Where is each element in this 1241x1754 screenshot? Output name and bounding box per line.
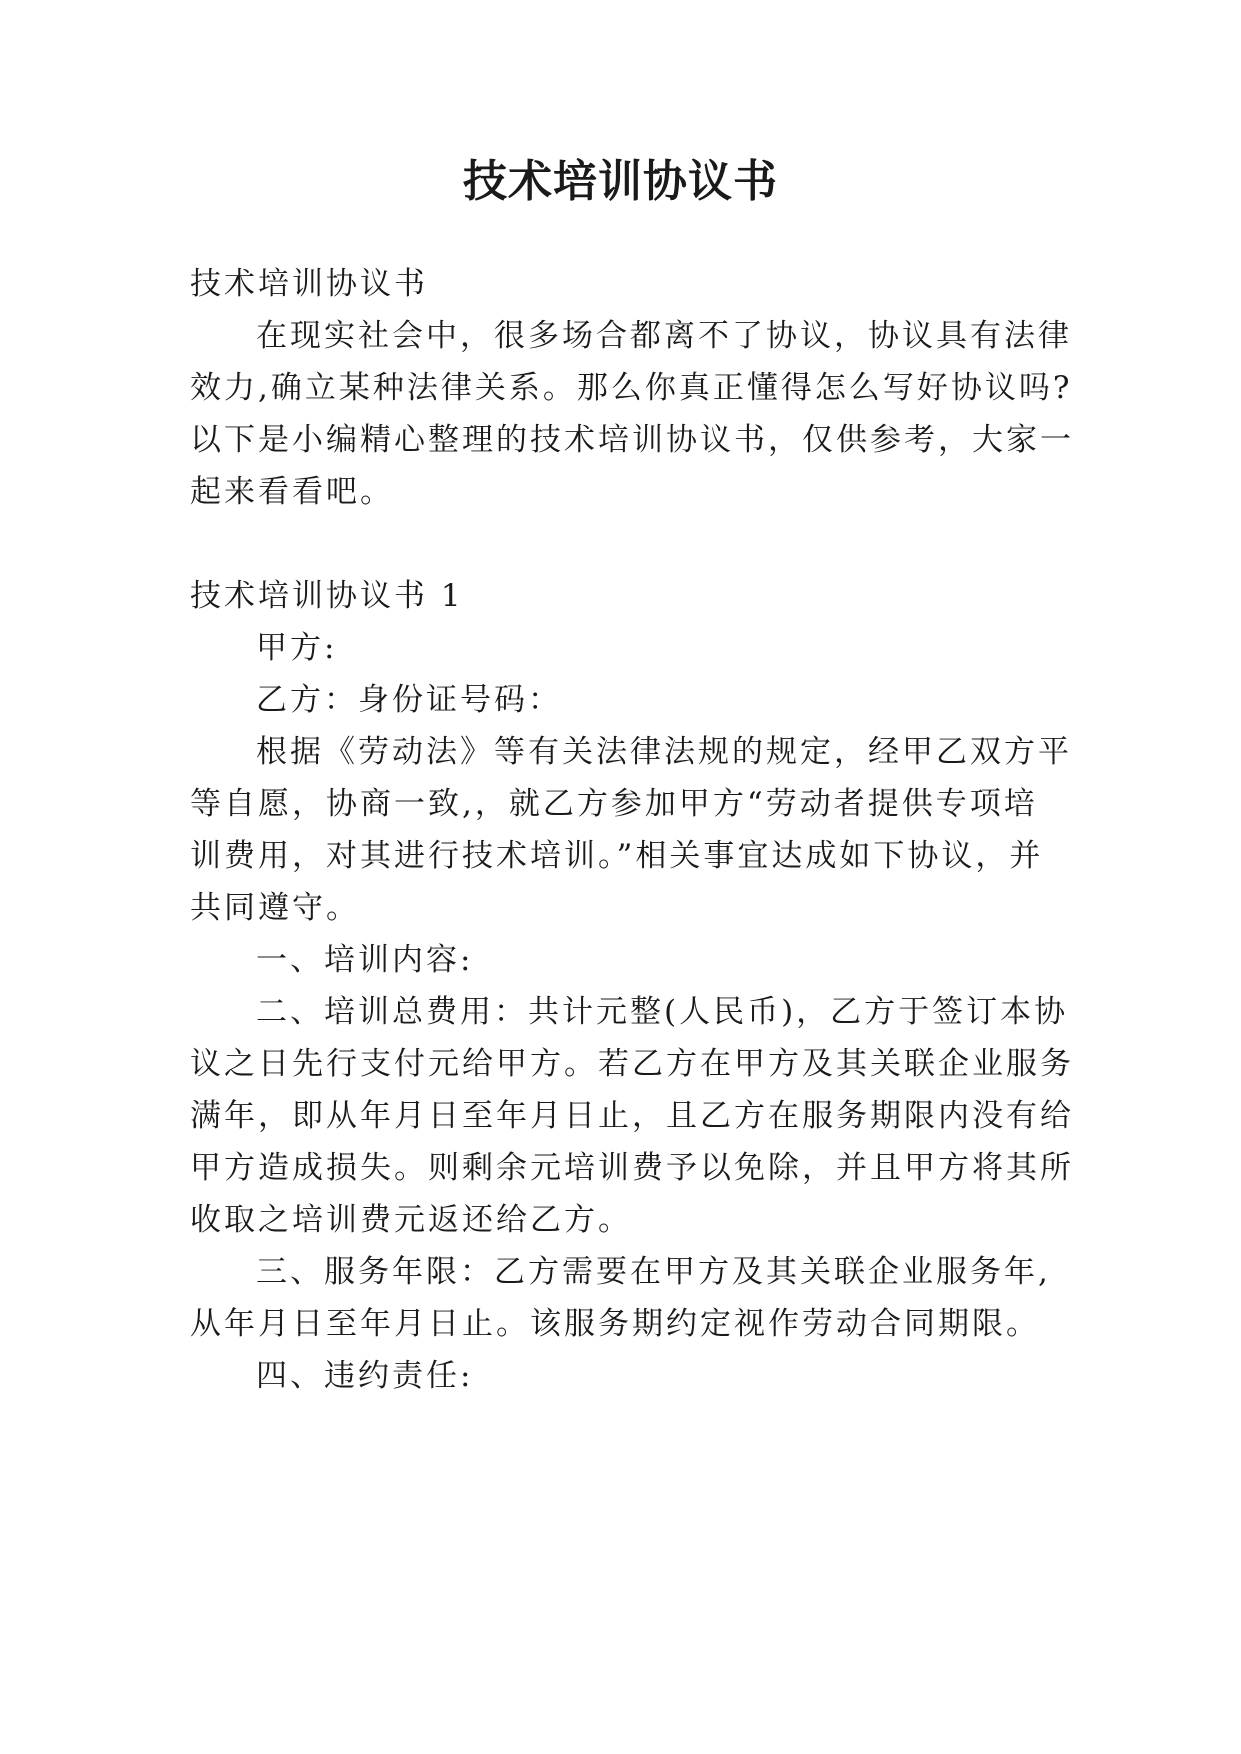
preamble-line-4: 共同遵守。 <box>190 890 360 926</box>
clause-4: 四、违约责任: <box>256 1358 474 1394</box>
clause-3-line-1: 三、服务年限：乙方需要在甲方及其关联企业服务年, <box>256 1254 1051 1290</box>
preamble-line-3: 训费用，对其进行技术培训。”相关事宜达成如下协议，并 <box>190 838 1044 874</box>
clause-2-line-3: 满年，即从年月日至年月日止，且乙方在服务期限内没有给 <box>190 1098 1074 1134</box>
section-heading: 技术培训协议书 1 <box>190 578 464 614</box>
preamble-line-1: 根据《劳动法》等有关法律法规的规定，经甲乙双方平 <box>256 734 1072 770</box>
clause-2-line-2: 议之日先行支付元给甲方。若乙方在甲方及其关联企业服务 <box>190 1046 1074 1082</box>
clause-2-line-5: 收取之培训费元返还给乙方。 <box>190 1202 632 1238</box>
party-a: 甲方: <box>256 630 338 666</box>
document-title: 技术培训协议书 <box>463 156 778 207</box>
intro-line-1: 在现实社会中，很多场合都离不了协议，协议具有法律 <box>256 318 1072 354</box>
document-subtitle: 技术培训协议书 <box>190 266 428 302</box>
clause-2-line-1: 二、培训总费用：共计元整(人民币)，乙方于签订本协 <box>256 994 1069 1030</box>
clause-3-line-2: 从年月日至年月日止。该服务期约定视作劳动合同期限。 <box>190 1306 1040 1342</box>
clause-1: 一、培训内容: <box>256 942 474 978</box>
intro-line-3: 以下是小编精心整理的技术培训协议书，仅供参考，大家一 <box>190 422 1074 458</box>
party-b: 乙方：身份证号码： <box>256 682 562 718</box>
clause-2-line-4: 甲方造成损失。则剩余元培训费予以免除，并且甲方将其所 <box>190 1150 1074 1186</box>
intro-line-2: 效力,确立某种法律关系。那么你真正懂得怎么写好协议吗? <box>190 370 1073 406</box>
intro-line-4: 起来看看吧。 <box>190 474 394 510</box>
preamble-line-2: 等自愿，协商一致,，就乙方参加甲方“劳动者提供专项培 <box>190 786 1038 822</box>
